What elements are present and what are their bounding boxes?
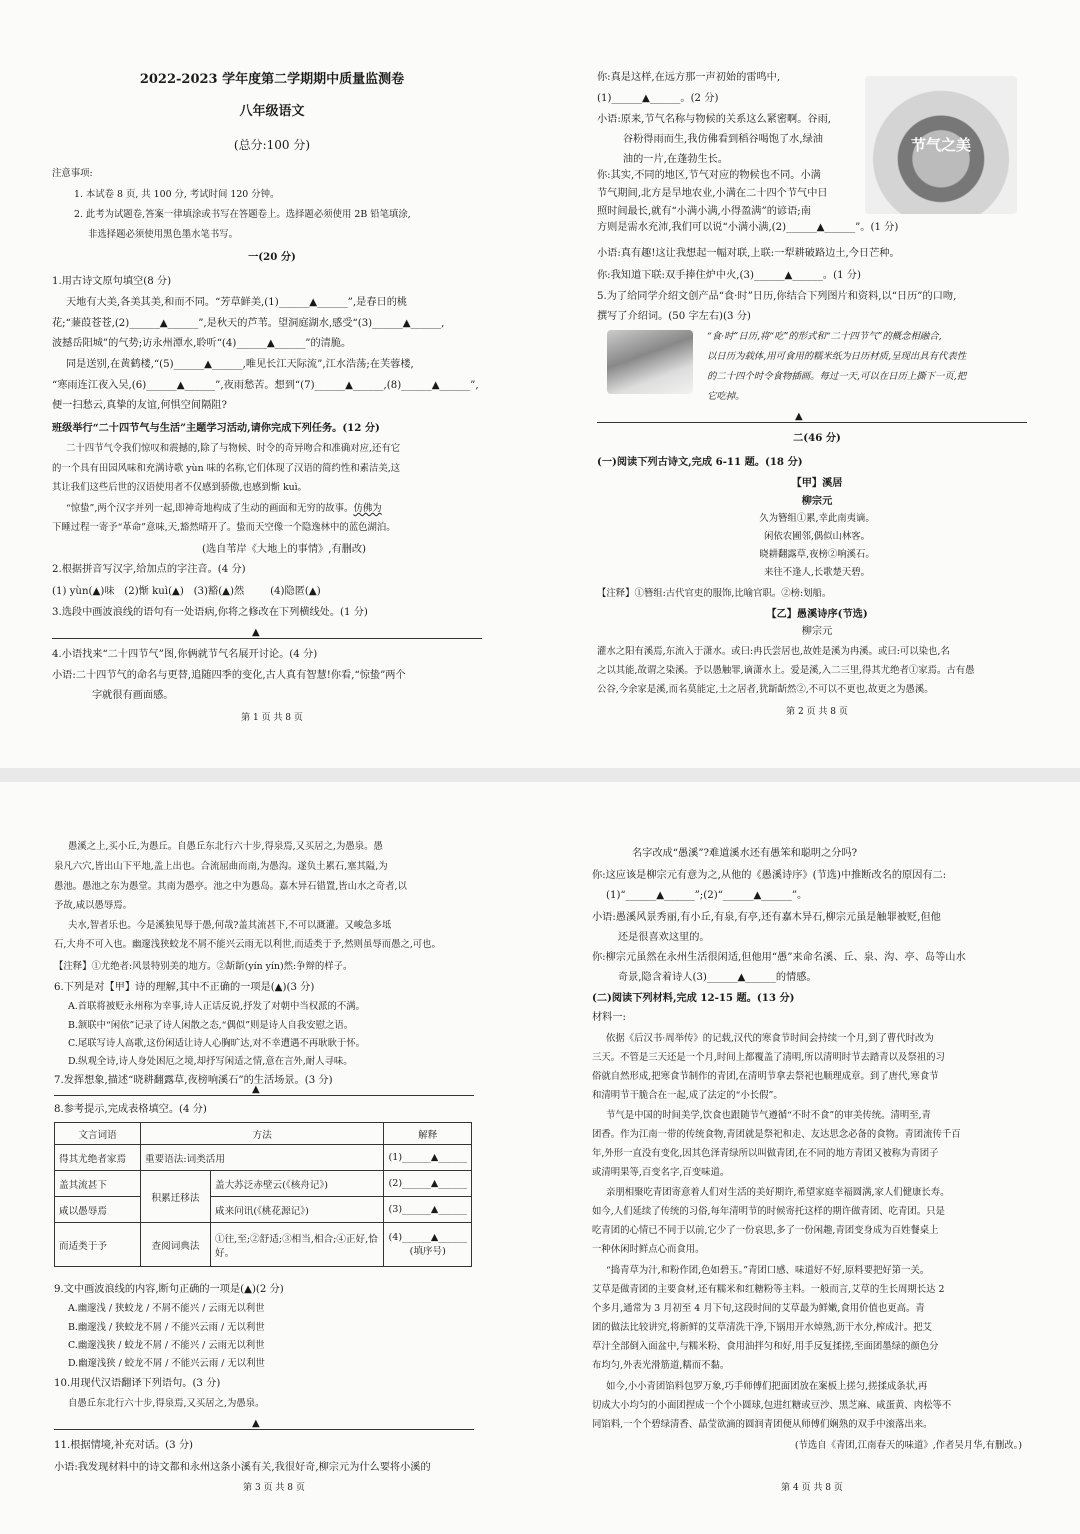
poem-line: 来往不逢人,长歌楚天碧。 [763, 567, 871, 578]
section-2-heading: 二(46 分) [793, 432, 841, 444]
material-line: 亲朋相聚吃青团寄意着人们对生活的美好期许,希望家庭幸福圆满,家人们健康长寿。 [606, 1187, 950, 1198]
calendar-text: “食·时”日历,将“吃”的形式和“二十四节气”的概念相融合, [707, 331, 942, 342]
material-line: 如今,小小青团馅料包罗万象,巧手师傅们把面团放在案板上搓匀,搓揉成条状,再 [606, 1381, 928, 1392]
dialog-line: 小语:愚溪风景秀丽,有小丘,有泉,有亭,还有嘉木异石,柳宗元虽是触罪被贬,但他 [592, 912, 941, 923]
q8-heading: 8.参考提示,完成表格填空。(4 分) [54, 1104, 207, 1115]
dialog-line: 谷粉得雨而生,我仿佛看到稻谷喝饱了水,绿油 [597, 134, 823, 145]
table-cell: 盖大苏泛赤壁云(《核舟记》) [211, 1171, 384, 1197]
exam-score: (总分:100 分) [233, 138, 311, 152]
dialog-line: 小语:二十四节气的命名与更替,追随四季的变化,古人真有智慧!你看,“惊蛰”两个 [52, 670, 406, 681]
dialog-line: 还是很喜欢这里的。 [592, 932, 710, 943]
table-cell: 重要语法:词类活用 [141, 1145, 384, 1171]
wheel-label: 节气之美 [910, 136, 971, 154]
table-cell: 咸来问讯(《桃花源记》) [211, 1197, 384, 1223]
table-cell: 得其尤绝者家焉 [55, 1145, 141, 1171]
answer-line[interactable] [52, 638, 482, 639]
q1-line: 便一扫愁云,真挚的友谊,何惧空间隔阻? [52, 400, 227, 411]
q10-heading: 10.用现代汉语翻译下列语句。(3 分) [54, 1378, 221, 1389]
passage-line: 其让我们这些后世的汉语使用者不仅感到骄傲,也感到惭 kuì。 [52, 482, 308, 493]
prose-line: 灌水之阳有溪焉,东流入于潇水。或曰:冉氏尝居也,故姓是溪为冉溪。或曰:可以染也,名 [597, 646, 950, 657]
q7-heading: 7.发挥想象,描述“晓耕翻露草,夜榜响溪石”的生活场景。(3 分) [54, 1075, 333, 1086]
passage-line [66, 500, 492, 519]
section-1-heading: 一(20 分) [248, 251, 296, 263]
answer-line[interactable] [54, 1429, 474, 1430]
answer-marker-icon: ▲ [252, 627, 260, 638]
dialog-line: (1)“______▲______”;(2)“______▲______”。 [606, 890, 808, 901]
notes-heading: 注意事项: [52, 168, 93, 179]
dialog-line: (1)______▲______。(2 分) [597, 93, 719, 104]
table-header: 解释 [384, 1123, 472, 1145]
prose-line: 愚溪之上,买小丘,为愚丘。自愚丘东北行六十步,得泉焉,又买居之,为愚泉。愚 [68, 841, 383, 852]
material-line: 一种休闲时鲜点心而食用。 [592, 1244, 705, 1255]
q1-line: 波撼岳阳城”的气势;访永州潭水,聆听“(4)______▲______”的清脆。 [52, 338, 352, 349]
answer-marker-icon: ▲ [252, 1084, 260, 1095]
q5-heading: 5.为了给同学介绍文创产品“食·时”日历,你结合下列图片和资料,以“日历”的口吻, [597, 291, 957, 302]
fill-hint: (填序号) [409, 1246, 446, 1257]
dialog-line: 小语:原来,节气名称与物候的关系这么紧密啊。谷雨, [597, 114, 832, 125]
material-line: 艾草是做青团的主要食材,还有糯米和红糖粉等主料。一般而言,艾草的生长周期长达 2 [592, 1284, 945, 1295]
passage-line: 的一个具有田园风味和充满诗歌 yùn 味的名称,它们体现了汉语的简约性和素洁美,这 [52, 463, 401, 474]
exam-title: 2022-2023 学年度第二学期期中质量监测卷 [139, 72, 405, 87]
poem-title: 【甲】溪居 [791, 477, 843, 489]
q10-text: 自愚丘东北行六十步,得泉焉,又买居之,为愚泉。 [68, 1398, 265, 1409]
wavy-underline-text: 仿佛为 [353, 503, 382, 514]
answer-cell[interactable]: (2)______▲______ [384, 1171, 472, 1197]
poem-line: 闲依农圃邻,偶似山林客。 [763, 531, 871, 542]
table-cell: 而适类于予 [55, 1223, 141, 1267]
material-line: 三天。不管是三天还是一个月,时间上都覆盖了清明,所以清明时节去踏青以及祭祖的习 [592, 1052, 945, 1063]
bottom-sheet [0, 782, 1080, 1534]
dialog-line: 你:这应该是柳宗元有意为之,从他的《愚溪诗序》(节选)中推断改名的原因有二: [592, 870, 947, 881]
q8-table [54, 1122, 472, 1267]
material-line: 个多月,通常为 3 月初至 4 月下旬,这段时间的艾草最为鲜嫩,食用价值也更高。青 [592, 1303, 925, 1314]
q1-line: 天地有大美,各美其美,和而不同。“芳草鲜美,(1)______▲______”,是春日的桃 [66, 297, 408, 308]
material-line: 俗就自然形成,把寒食节制作的青团,在清明节拿去祭祀也顺理成章。到了唐代,寒食节 [592, 1071, 939, 1082]
q9-heading: 9.文中画波浪线的内容,断句正确的一项是(▲)(2 分) [54, 1284, 284, 1295]
answer-cell[interactable]: (1)______▲______ [384, 1145, 472, 1171]
prose-note: 【注释】①尤绝者:风景特别美的地方。②龂龂(yín yín)然:争辩的样子。 [54, 961, 353, 972]
q11-heading: 11.根据情境,补充对话。(3 分) [54, 1440, 193, 1451]
q6-option[interactable]: A.首联将被贬永州称为幸事,诗人正话反说,抒发了对朝中当权派的不满。 [68, 1001, 365, 1012]
prose-line: 泉凡六穴,皆出山下平地,盖上出也。合流屈曲而南,为愚沟。遂负土累石,塞其隘,为 [54, 861, 388, 872]
q6-option[interactable]: B.颔联中“闲依”记录了诗人闲散之态,“偶似”则是诗人自我安慰之语。 [68, 1020, 354, 1031]
answer-blank: (4)______▲______ [388, 1232, 467, 1243]
material-line: 节气是中国的时间美学,饮食也跟随节气遵循“不时不食”的审美传统。清明至,青 [606, 1110, 931, 1121]
q6-heading: 6.下列是对【甲】诗的理解,其中不正确的一项是(▲)(3 分) [54, 982, 315, 993]
dialog-line: 小语:真有趣!这让我想起一幅对联,上联:一犁耕破路边土,今日芒种。 [597, 248, 900, 259]
table-header: 文言词语 [55, 1123, 141, 1145]
material-line: 团的做法比较讲究,将新鲜的艾草清洗干净,下锅用开水焯熟,沥干水分,榨成汁。把艾 [592, 1322, 933, 1333]
page-footer: 第 1 页 共 8 页 [241, 713, 303, 723]
poem-line: 晓耕翻露草,夜榜②响溪石。 [759, 549, 875, 560]
material-line: 同馅料,一个个碧绿清香、晶莹欲滴的圆润青团便从师傅们娴熟的双手中滚落出来。 [592, 1419, 933, 1430]
prose-line: 夫水,智者乐也。今是溪独见辱于愚,何哉?盖其流甚下,不可以溉灌。又峻急多坻 [68, 920, 392, 931]
material-line: 或清明果等,百变名字,百变味道。 [592, 1167, 730, 1178]
answer-marker-icon: ▲ [252, 1418, 260, 1429]
q6-option[interactable]: C.尾联写诗人高歌,这份闲适让诗人心胸旷达,对不幸遭遇不再耿耿于怀。 [68, 1038, 366, 1049]
dialog-line: 字就很有画面感。 [92, 690, 174, 701]
q1-line: 花;“蒹葭苍苍,(2)______▲______”,是秋天的芦苇。望洞庭湖水,感受“(3)______▲______, [52, 318, 445, 329]
calendar-product-image [607, 330, 693, 394]
poem-author: 柳宗元 [801, 495, 833, 507]
table-cell: ①往,至;②舒适;③相当,相合;④正好,恰好。 [211, 1223, 384, 1267]
dialog-line: 你:我知道下联:双手捧住炉中火,(3)______▲______。(1 分) [597, 270, 861, 281]
material-line: “捣青草为汁,和粉作团,色如碧玉。”青团口感、味道好不好,原料要把好第一关。 [606, 1265, 930, 1276]
calendar-text: 它吃掉。 [707, 391, 745, 402]
prose-line: 愚池。愚池之东为愚堂。其南为愚亭。池之中为愚岛。嘉木异石错置,皆山水之奇者,以 [54, 881, 407, 892]
prose-line: 之以其能,故谓之染溪。予以愚触罪,谪潇水上。爱是溪,入二三里,得其尤绝者①家焉。古有愚 [597, 665, 975, 676]
page-footer: 第 3 页 共 8 页 [243, 1483, 305, 1493]
q5-heading: 撰写了介绍词。(50 字左右)(3 分) [597, 311, 751, 322]
material-line: 草汁全部倒入面盆中,与糯米粉、食用油拌匀和好,用手反复揉搓,至面团墨绿的颜色分 [592, 1341, 939, 1352]
answer-marker-icon: ▲ [795, 411, 803, 422]
q9-option[interactable]: B.幽邃浅 / 狭蛟龙不屑 / 不能兴云雨 / 无以利世 [68, 1322, 265, 1333]
table-cell: 查阅词典法 [141, 1223, 211, 1267]
passage-source: (选自苇岸《大地上的事情》,有删改) [202, 544, 366, 555]
answer-cell[interactable] [384, 1223, 472, 1267]
note-line: 1. 本试卷 8 页, 共 100 分, 考试时间 120 分钟。 [74, 189, 280, 200]
table-cell: 盖其流甚下 [55, 1171, 141, 1197]
material-label: 材料一: [592, 1012, 626, 1023]
dialog-line: 照时间最长,就有“小满小满,小得盈满”的谚语;南 [597, 206, 811, 217]
page-2 [597, 0, 1037, 768]
activity-heading: 班级举行“二十四节气与生活”主题学习活动,请你完成下列任务。(12 分) [52, 422, 380, 434]
material-line: 团香。作为江南一带的传统食物,青团就是祭祀和走、友达思念必备的食物。青团流传千百 [592, 1129, 961, 1140]
table-header: 方法 [141, 1123, 384, 1145]
dialog-line: 方则是需水充沛,我们可以说“小满小满,(2)______▲______”。(1 分) [597, 222, 899, 233]
passage-text: “惊蛰”,两个汉字并列一起,即神奇地构成了生动的画面和无穷的故事。 [66, 503, 354, 514]
q3-heading: 3.选段中画波浪线的语句有一处语病,你将之修改在下列横线处。(1 分) [52, 607, 368, 618]
passage-line: 下睡过程一寄予“革命”意味,天,豁然晴开了。蛰而天空像一个隐逸林中的蓝色湖泊。 [52, 522, 396, 533]
q9-option[interactable]: A.幽邃浅 / 狭蛟龙 / 不屑不能兴 / 云雨无以利世 [68, 1303, 265, 1314]
q9-option[interactable]: D.幽邃浅狭 / 蛟龙不屑 / 不能兴云雨 / 无以利世 [68, 1358, 265, 1369]
material-line: 年,外形一直没有变化,因其色泽青绿所以叫做青团,在不同的地方青团又被称为青团子 [592, 1148, 939, 1159]
page-1 [52, 0, 492, 768]
page-footer: 第 4 页 共 8 页 [781, 1483, 843, 1493]
table-cell: 积累迁移法 [141, 1171, 211, 1223]
material-line: 和清明节干脆合在一起,成了法定的“小长假”。 [592, 1090, 783, 1101]
exam-subject: 八年级语文 [239, 104, 305, 119]
answer-line[interactable] [54, 1095, 474, 1096]
prose-line: 公谷,今余家是溪,而名莫能定,土之居者,犹龂龂然②,不可以不更也,故更之为愚溪。 [597, 684, 934, 695]
material-line: 如今,人们延续了传统的习俗,每年清明节的时候寄托这样的期许做青团、吃青团。只是 [592, 1206, 945, 1217]
note-line: 非选择题必须使用黑色墨水笔书写。 [88, 229, 239, 240]
calendar-text: 以日历为载体,用可食用的糯米纸为日历材质,呈现出具有代表性 [707, 351, 967, 362]
prose-line: 石,大舟不可入也。幽邃浅狭蛟龙不屑不能兴云雨无以利世,而适类于予,然则虽辱而愚之,可也。 [54, 939, 441, 950]
calendar-text: 的二十四个时令食物插画。每过一天,可以在日历上撕下一页,把 [707, 371, 967, 382]
q1-line: “寒雨连江夜入吴,(6)______▲______”,夜雨愁苦。想到“(7)______▲______,(8)______▲______”, [52, 380, 479, 391]
part-2-heading: (二)阅读下列材料,完成 12-15 题。(13 分) [592, 992, 795, 1004]
material-source: (节选自《青团,江南春天的味道》,作者吴月华,有删改。) [794, 1440, 1022, 1451]
q2-heading: 2.根据拼音写汉字,给加点的字注音。(4 分) [52, 564, 246, 575]
dialog-line: 节气期间,北方是旱地农业,小满在二十四个节气中日 [597, 188, 828, 199]
note-line: 2. 此考为试题卷,答案一律填涂或书写在答题卷上。选择题必须使用 2B 铅笔填涂, [74, 209, 411, 220]
dialog-line: 奇景,隐含着诗人(3)______▲______的情感。 [592, 972, 817, 983]
q4-heading: 4.小语找来“二十四节气”图,你俩就节气名展开讨论。(4 分) [52, 649, 318, 660]
material-line: 吃青团的心情已不同于以前,它少了一份哀思,多了一份闲趣,青团变身成为百姓餐桌上 [592, 1225, 939, 1236]
page-4 [592, 782, 1032, 1534]
prose-title: 【乙】愚溪诗序(节选) [766, 608, 868, 620]
prose-line: 予故,咸以愚辱焉。 [54, 900, 132, 911]
prose-author: 柳宗元 [801, 626, 833, 637]
q1-line: 同是送别,在黄鹤楼,“(5)______▲______,唯见长江天际流”,江水浩荡;在芙蓉楼, [66, 359, 414, 370]
answer-cell[interactable]: (3)______▲______ [384, 1197, 472, 1223]
dialog-line: 你:其实,不同的地区,节气对应的物候也不同。小满 [597, 170, 821, 181]
q2-items: (1) yùn(▲)味 (2)惭 kuì(▲) (3)豁(▲)然 (4)隐匿(▲) [52, 586, 321, 597]
material-line: 布均匀,外表光滑筋道,糯而不黏。 [592, 1360, 730, 1371]
dialog-line: 小语:我发现材料中的诗文都和永州这条小溪有关,我很好奇,柳宗元为什么要将小溪的 [54, 1462, 431, 1473]
part-1-heading: (一)阅读下列古诗文,完成 6-11 题。(18 分) [597, 456, 803, 468]
q9-option[interactable]: C.幽邃浅狭 / 蛟龙不屑 / 不能兴 / 云雨无以利世 [68, 1340, 265, 1351]
dialog-line: 名字改成“愚溪”?难道溪水还有愚笨和聪明之分吗? [632, 848, 858, 859]
material-line: 依据《后汉书·周举传》的记载,汉代的寒食节时间会持续一个月,到了曹代时改为 [606, 1033, 934, 1044]
answer-line[interactable] [597, 422, 1027, 423]
dialog-line: 你:真是这样,在远方那一声初始的雷鸣中, [597, 72, 781, 83]
page-3 [54, 782, 494, 1534]
dialog-line: 你:柳宗元虽然在永州生活很闲适,但他用“愚”来命名溪、丘、泉、沟、亭、岛等山水 [592, 952, 966, 963]
page-footer: 第 2 页 共 8 页 [786, 707, 848, 717]
material-line: 切成大小均匀的小面团捏成一个个小圆球,包进红糖或豆沙、黑芝麻、咸蛋黄、肉松等不 [592, 1400, 952, 1411]
q6-option[interactable]: D.纵观全诗,诗人身处困厄之境,却抒写闲适之情,意在言外,耐人寻味。 [68, 1056, 353, 1067]
q1-heading: 1.用古诗文原句填空(8 分) [52, 276, 172, 287]
table-cell: 咸以愚辱焉 [55, 1197, 141, 1223]
poem-note: 【注释】①簪组:古代官吏的服饰,比喻官职。②榜:划船。 [597, 588, 832, 599]
dialog-line: 油的一片,在蓬勃生长。 [597, 154, 729, 165]
poem-line: 久为簪组①累,幸此南夷谪。 [759, 513, 875, 524]
passage-line: 二十四节气令我们惊叹和震撼的,除了与物候、时令的奇异吻合和准确对应,还有它 [66, 443, 401, 454]
